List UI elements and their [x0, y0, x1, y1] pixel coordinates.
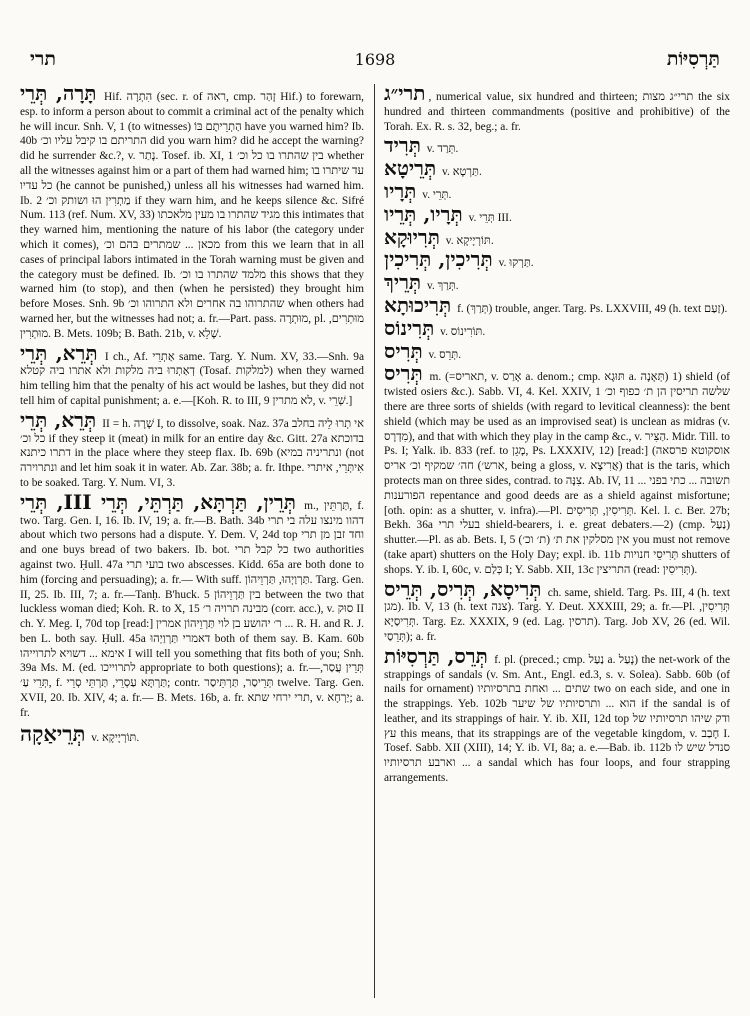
entry-text: v. תּוֹרִינוֹס.	[440, 325, 486, 338]
entry-headword: תְּרֵא, תְּרֵי	[20, 407, 97, 432]
entry-text: v. תְּרֵי III.	[468, 211, 512, 224]
entry	[20, 407, 364, 491]
left-column	[20, 86, 364, 1000]
entry-headword: תְּרִיס	[384, 338, 423, 363]
entry-headword: תְּרִינוֹס	[384, 315, 435, 340]
entry	[384, 224, 730, 249]
entry-text: m. (=תאריס, v. אָרַס a. denom.; cmp. תּוּגָא a. תְּאָנָה) 1) shield (of twisted osiers &c.). Sabb. VI, 4. Kel. XXIV, 1 שלשה תריסין הן ת׳ כפוף וכ׳ there are three sorts of shields (with regard to levitical cleanness): the bent shield (which may be used as an improvised seat) is unclean as midras (v. מִדְרָס), and that with which they play in the camp &c., v. הַצִּיר. Midr. Till. to Ps. I; Yalk. ib. 833 (ref. to מָגֵן, Ps. LXXXIV, 12) [read:] אוסקוטא פרסאה) חה׳ שמקיף וכ׳ אריס (ארש׳, being a gloss, v. אֲרִיצָא) that is the taris, which protects man on three sides, contrad. to צִנָּה. Ab. IV, 11 ... תשובה ... כתי בפני הפורענות repentance and good deeds are as a shield against misfortune; [oth. opin: as a shutter, v. infra).—Pl. תְּרִיסִין, תְּרִיסִים. Kel. l. c. Ber. 27b; Bekh. 36a בעלי תרי shield-bearers, i. e. great debaters.—2) (cmp. נַעַל) shutter.—Pl. as ab. Bets. I, 5 (ת׳ וכ׳) אין מסלקין את ת׳ you must not remove (take apart) shutters on the Holy Day; expl. ib. 11b תְּרִיסֵי חנויות shutters of shops. Y. ib. I, 60c, v. כְּלַם I; Y. Sabb. XII, 13c התריצין (read: תְּרִיסִין).	[384, 371, 730, 576]
entry	[384, 643, 730, 786]
entry	[384, 576, 730, 645]
header-right-word: תַּרְסִיּוֹת	[666, 48, 720, 70]
entry-headword: תְּרִיס	[384, 361, 423, 386]
entry	[20, 86, 364, 342]
column-divider	[374, 84, 375, 998]
right-column	[384, 86, 730, 1000]
entry	[384, 201, 730, 226]
entry	[20, 340, 364, 409]
entry-headword: תְּרִיד	[384, 133, 421, 158]
entry-headword: תְּרִיכִין, תְּרִיכִין	[384, 247, 493, 272]
entry-text: v. תְּרַד.	[426, 143, 459, 156]
entry-text: I ch., Af. אַתְרֵי same. Targ. Y. Num. XV, 33.—Snh. 9a דְאַתְרוּ ביה מלקות ולא אתרו ביה קטלא (Tosaf. למלקות) when they warned him telling him that the penalty of his act would be lashes, but they did not tell him of capital punishment; a. e.—[Koh. R. to III, 9 לא מתרין, v. שְׁרֵי.]	[20, 350, 364, 407]
entry	[384, 361, 730, 577]
entry-text: v. תּוֹרְיָיקָא.	[445, 234, 494, 247]
entry-text: v. תּוֹרְיָיקָא.	[91, 731, 140, 744]
entry	[384, 247, 730, 272]
entry-text: v. תְּרַךְ.	[426, 280, 459, 293]
entry	[384, 133, 730, 158]
entry-headword: תְּרִיכוּתָא	[384, 292, 452, 317]
entry-text: , numerical value, six hundred and thirteen; תרי״ג מצות the six hundred and thirteen commandments (positive and prohibitive) of the Torah. Ex. R. s. 32, beg.; a. fr.	[384, 91, 730, 133]
entry-headword: תְּרָיו	[384, 178, 417, 203]
entry-headword: תְּרֵא, תְּרֵי	[20, 340, 98, 365]
entry	[384, 292, 730, 317]
entry-headword: תְּרִיסָא, תְּרִיס, תְּרֵיס	[384, 576, 542, 601]
entry-text: II = h. שָׁרָה I, to dissolve, soak. Naz. 37a אי תְרוּ לֵיה בחלב כל וכ׳ if they steep it (meat) in milk for an entire day &c. Gitt. 27a בדוכתא דתרו כיתנא in the place where they steep flax. Ib. 69b (ונתריניה במיא (not ונתרוירה and let him soak it in water. Ab. Zar. 38b; a. fr. Ithpe. אִיתְּרֵי, איתרי to be soaked. Targ. Y. Num. VI, 3.	[20, 417, 364, 489]
entry	[384, 86, 730, 134]
entry	[384, 270, 730, 295]
entry	[384, 315, 730, 340]
entry-text: v. תַּרְקוּ.	[498, 257, 534, 270]
entry	[384, 156, 730, 181]
entry	[20, 489, 364, 721]
entry-text: v. תַּרְטָא.	[442, 166, 482, 179]
entry-text: v. תְּרֵי.	[422, 188, 452, 201]
entry-text: f. (תְּרַךְ) trouble, anger. Targ. Ps. LXXVIII, 49 (h. text זַעַם).	[457, 302, 728, 315]
entry-headword: תְּרֵיטָא	[384, 156, 437, 181]
entry-text: Hif. הִתְרָה (sec. r. of ראה, cmp. זָהַר Hif.) to forewarn, esp. to inform a person about to commit a criminal act of the penalty which he will incur. Snh. V, 1 (to witnesses) הַתְרֵיתֶם בּוֹ have you warned him? Ib. 40b התריתם בו קיבל עליו וכ׳ did you warn him? did he accept the warning? did he surrender &c.?, v. נָתַר. Tosef. ib. XI, 1 בין שהתרו בו כל וכ׳ whether all the witnesses against him or a part of them had warned him; עד שיתרו בו כל עדיו (he cannot be punished,) unless all his witnesses had warned him. Ib. 2 מַתְרִין הוּ ושותק וכ׳ if they warn him, and he keeps silence &c. Sifré Num. 113 (ref. Num. XV, 33) מגיד שהתרו בו מעין מלאכתו this intimates that they warned him, mentioning the nature of his labor (the category under which it comes), מכאן ... שמתרים בהם וכ׳ from this we learn that in all cases of principal labors intimated in the Torah warning must be given and the category must be defined. Ib. מלמד שהתרו בו וכ׳ this shows that they warned him (to stop), and then (when he persisted) they brought him before Moses. Snh. 9b שהתרוהו בה אחרים ולא התרוהו וכ׳ when others had warned her, but the witnesses had not; a. fr.—Part. pass. מוּתְרֶה, pl. מוּתְרִים, מוּתְרִין. B. Mets. 109b; B. Bath. 21b, v. שָׁלֵא.	[20, 91, 364, 340]
entry	[20, 720, 364, 746]
entry-text: ch. same, shield. Targ. Ps. III, 4 (h. text מגן). Ib. V, 13 (h. text צנה). Targ. Y. Deut. XXXIII, 29; a. fr.—Pl. תְּרִיסִין, תְּרִיסַיָא. Targ. Ez. XXXIX, 9 (ed. Lag. תרסין). Targ. Job XV, 26 (ed. Wil. תְּרֵסַי); a. fr.	[384, 586, 730, 643]
entry-headword: תְּרִיוּקָא	[384, 224, 440, 249]
entry-text: f. pl. (preced.; cmp. נַעַל a. נָעַל) the net-work of the strappings of sandals (v. Sm. Ant., Engl. ed.3, s. v. Solea). Sabb. 60b (of nails for ornament) שתים ... ואחת בתרסיותיו two on each side, and one in the strappings. Yeb. 102b הוא ... ותרסיותיו של שיער if the sandal is of leather, and its strappings of hair. Y. ib. XII, 12d top ודק שיהו תרסיותיו של עץ this means, that its strappings are of the vegetable kingdom, v. חָבַב I. Tosef. Sabb. XII (XIII), 14; Y. ib. VI, 8a; a. e.—Bab. ib. 112b סנדל שיש לו ... וארבע תרסיותיו a sandal which has four loops, and four strapping arrangements.	[384, 653, 730, 785]
entry-headword: תְּרֵיךְ	[384, 270, 422, 295]
page-number: 1698	[354, 50, 396, 69]
entry-headword: תְּרֵס, תַּרְסִיּוֹת	[384, 643, 488, 668]
entry	[384, 178, 730, 203]
header-left-word: תרי	[30, 48, 56, 70]
entry-text: v. תְּרֵס.	[428, 348, 462, 361]
page-header	[30, 48, 720, 78]
entry-headword: תרי״ג	[384, 86, 426, 105]
entry-headword: תָּרָה, תְּרֵי	[20, 86, 97, 105]
entry-headword: תְּרָיו, תְּרֵיו	[384, 201, 463, 226]
entry-headword: תְּרֵין, תַּרְתָּא, תַּרְתֵּי, תְּרֵי III, תְּרֵי	[20, 489, 296, 514]
entry-headword: תְּרֵיאַקָה	[20, 720, 86, 746]
entry-text: m., תַּרְתֵּין, f. two. Targ. Gen. I, 16. Ib. IV, 19; a. fr.—B. Bath. 34b דהוו מינצו עלה בי תרי about which two persons had a dispute. Y. Dem. V, 24d top וחד זבן מן תרי and one buys bread of two bakers. Ib. bot. כל קבל תרי two authorities against two. Ḥull. 47a בועי תרי two abscesses. Kidd. 65a are both done to him (forcing and persuading); a. fr.— With suff. תַּרְוַיְהוּ, תַּרְוֵיהוֹן. Targ. Gen. II, 25. Ib. III, 7; a. fr.—Tanḥ. B'huck. 5 בין תַּרְוֵיהוֹן between the two that luckless woman died; Koh. R. to X, 15 מבינה תרויה ר׳ (corr. acc.), v. סוּק II ch. Y. Meg. I, 70d top [read:] ר׳ יהושע בן לוי תַּרְוֵיהוֹן אמרין ... R. H. and R. J. ben L. both say. Ḥull. 45a דאמרי תַּרְוַיְהוּ both of them say. B. Kam. 60b אימא ... דשויא לתרוייהו I will tell you something that fits both of you; Snh. 39a Ms. M. (ed. לתרוייכו appropriate to both questions); a. fr.—תְּרֵין עֲסַר, תְּרֵי עַ׳, f. תַּרְתָּא עַסְרֵי, תַּרְתֵּי סְרֵי; contr. תְּרֵיסַר, תַּרְתֵּיסַר twelve. Targ. Gen. XVII, 20. Ib. XIV, 4; a. fr.— B. Mets. 16b, a. fr. תרי ירחי שתא, v. יַרְחָא; a. fr.	[20, 499, 364, 719]
entry	[384, 338, 730, 363]
